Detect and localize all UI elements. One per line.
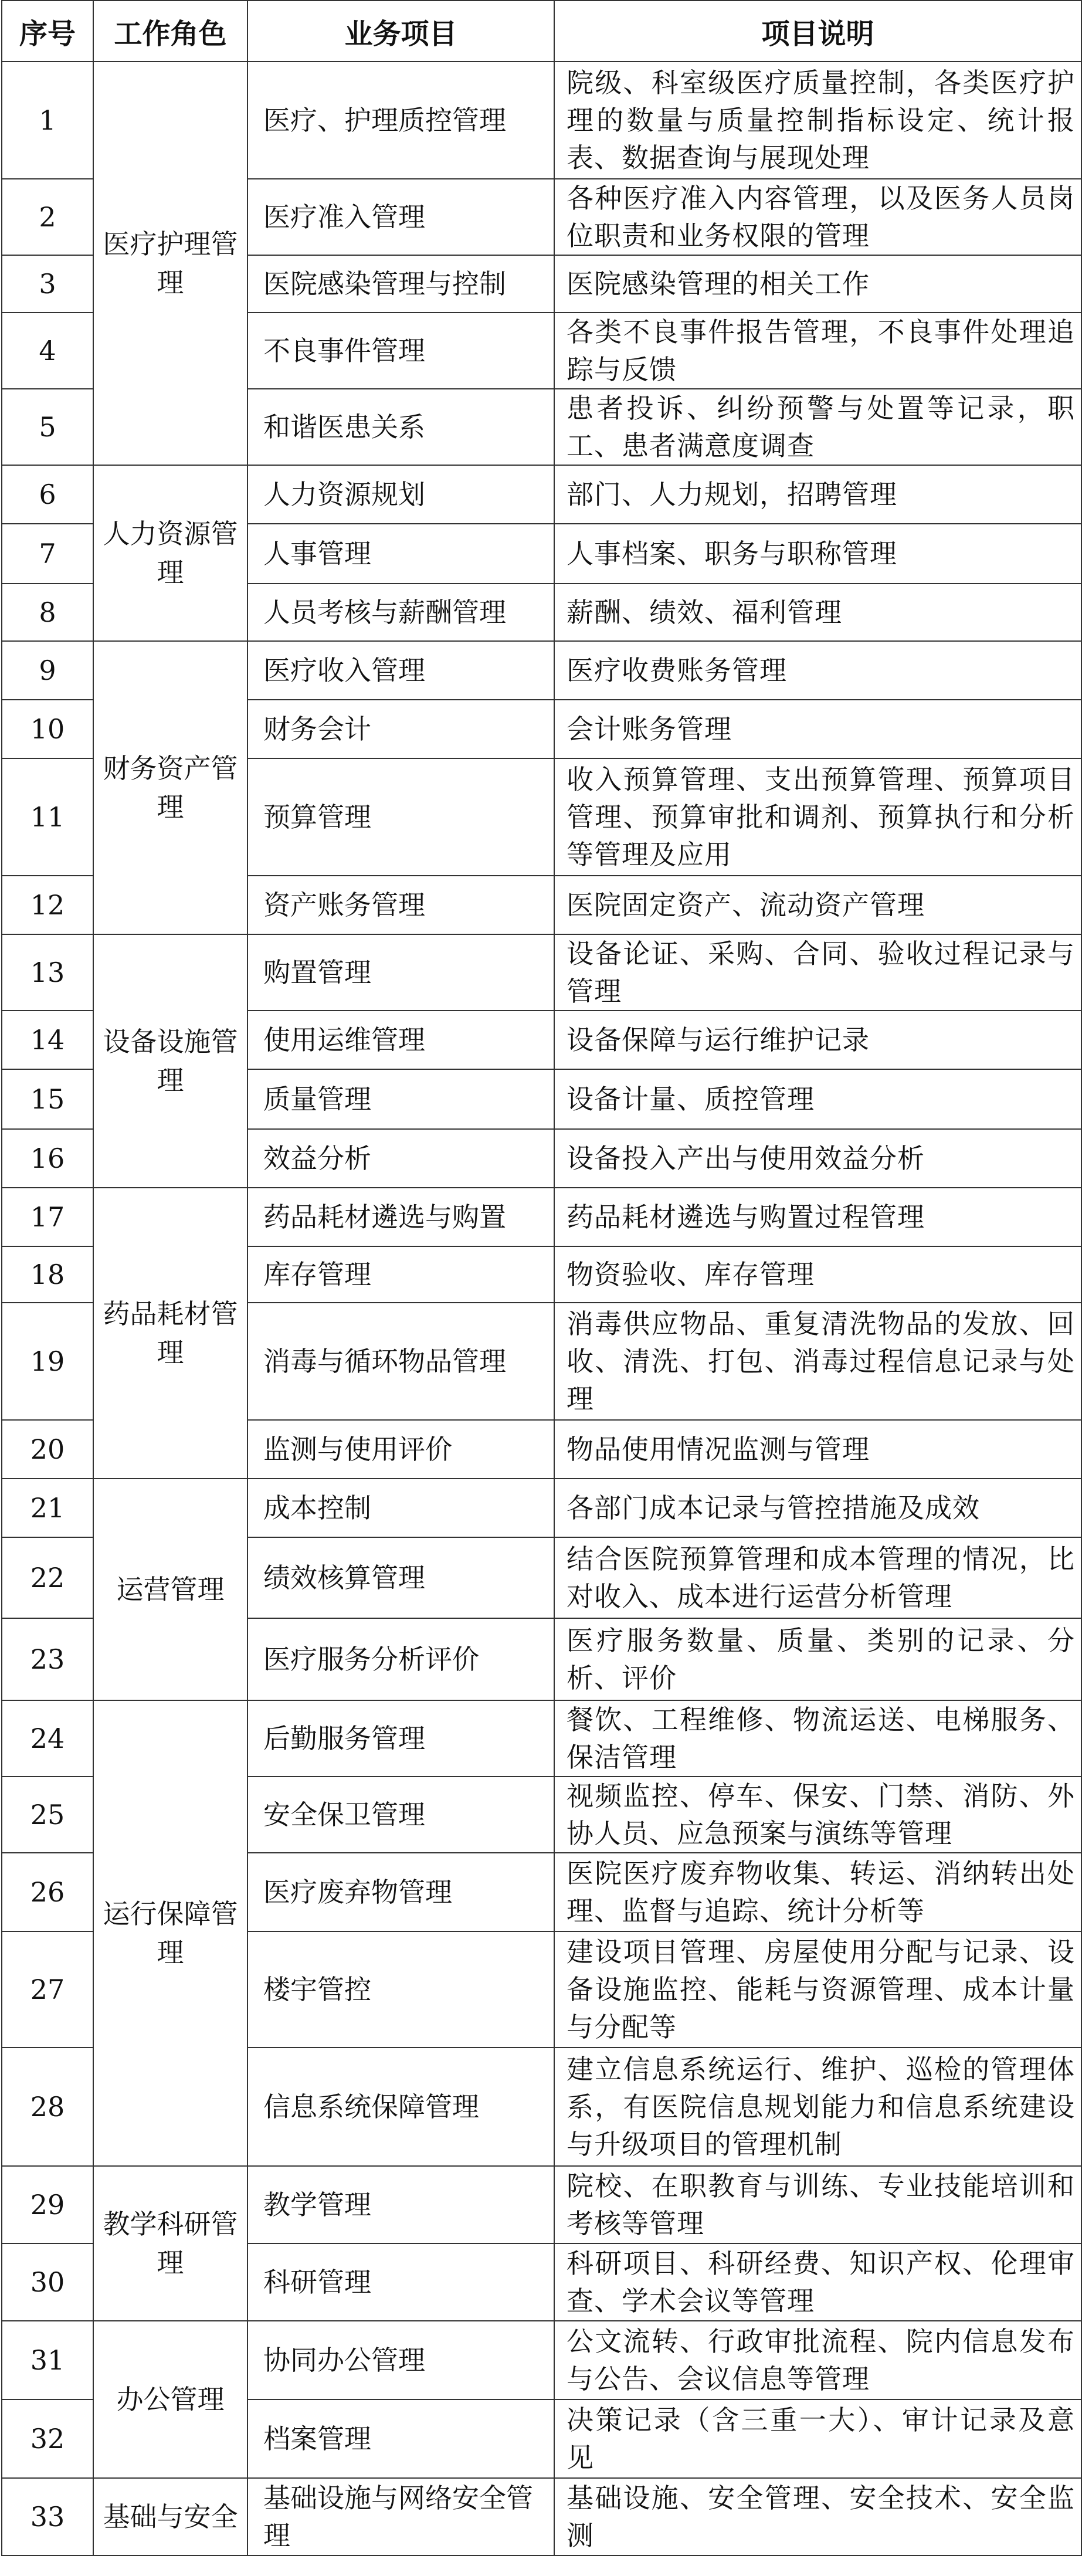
item-cell: 后勤服务管理 xyxy=(247,1700,554,1777)
seq-cell: 23 xyxy=(2,1618,93,1700)
desc-cell: 设备保障与运行维护记录 xyxy=(554,1011,1081,1069)
seq-cell: 21 xyxy=(2,1479,93,1537)
table-row xyxy=(2,2166,1081,2243)
item-cell: 监测与使用评价 xyxy=(247,1420,554,1479)
desc-cell: 患者投诉、纠纷预警与处置等记录，职工、患者满意度调查 xyxy=(554,389,1081,465)
desc-cell: 医院感染管理的相关工作 xyxy=(554,255,1081,313)
desc-cell: 设备论证、采购、合同、验收过程记录与管理 xyxy=(554,934,1081,1011)
role-cell xyxy=(93,1700,247,2166)
role-cell xyxy=(93,2166,247,2321)
seq-cell: 22 xyxy=(2,1537,93,1618)
desc-cell: 物品使用情况监测与管理 xyxy=(554,1420,1081,1479)
item-cell: 楼宇管控 xyxy=(247,1931,554,2048)
seq-cell: 18 xyxy=(2,1246,93,1303)
desc-cell: 设备投入产出与使用效益分析 xyxy=(554,1129,1081,1188)
seq-cell: 32 xyxy=(2,2399,93,2478)
item-cell: 库存管理 xyxy=(247,1246,554,1303)
seq-cell: 20 xyxy=(2,1420,93,1479)
item-cell: 医疗废弃物管理 xyxy=(247,1853,554,1931)
seq-cell: 4 xyxy=(2,313,93,389)
header-item: 业务项目 xyxy=(247,1,554,62)
desc-cell: 各部门成本记录与管控措施及成效 xyxy=(554,1479,1081,1537)
item-cell: 购置管理 xyxy=(247,934,554,1011)
item-cell: 医疗准入管理 xyxy=(247,179,554,255)
seq-cell: 13 xyxy=(2,934,93,1011)
seq-cell: 7 xyxy=(2,524,93,584)
table-row xyxy=(2,1700,1081,1777)
desc-cell: 人事档案、职务与职称管理 xyxy=(554,524,1081,584)
desc-cell: 药品耗材遴选与购置过程管理 xyxy=(554,1188,1081,1246)
desc-cell: 会计账务管理 xyxy=(554,700,1081,758)
seq-cell: 26 xyxy=(2,1853,93,1931)
seq-cell: 8 xyxy=(2,584,93,641)
item-cell: 安全保卫管理 xyxy=(247,1777,554,1853)
seq-cell: 6 xyxy=(2,465,93,524)
desc-cell: 视频监控、停车、保安、门禁、消防、外协人员、应急预案与演练等管理 xyxy=(554,1777,1081,1853)
seq-cell: 12 xyxy=(2,876,93,934)
desc-cell: 部门、人力规划，招聘管理 xyxy=(554,465,1081,524)
role-label: 基础与安全 xyxy=(103,2501,238,2533)
table-row xyxy=(2,62,1081,179)
seq-cell: 16 xyxy=(2,1129,93,1188)
seq-cell: 19 xyxy=(2,1303,93,1420)
desc-cell: 公文流转、行政审批流程、院内信息发布与公告、会议信息等管理 xyxy=(554,2321,1081,2399)
item-cell: 医疗服务分析评价 xyxy=(247,1618,554,1700)
item-cell: 绩效核算管理 xyxy=(247,1537,554,1618)
item-cell: 信息系统保障管理 xyxy=(247,2048,554,2166)
seq-cell: 17 xyxy=(2,1188,93,1246)
role-cell xyxy=(93,62,247,465)
desc-cell: 收入预算管理、支出预算管理、预算项目管理、预算审批和调剂、预算执行和分析等管理及应用 xyxy=(554,758,1081,876)
seq-cell: 28 xyxy=(2,2048,93,2166)
role-label: 人力资源管理 xyxy=(103,518,238,588)
role-cell xyxy=(93,1479,247,1700)
seq-cell: 27 xyxy=(2,1931,93,2048)
item-cell: 人事管理 xyxy=(247,524,554,584)
role-label: 教学科研管理 xyxy=(103,2208,238,2279)
role-cell xyxy=(93,1188,247,1479)
item-cell: 档案管理 xyxy=(247,2399,554,2478)
item-cell: 医疗、护理质控管理 xyxy=(247,62,554,179)
seq-cell: 1 xyxy=(2,62,93,179)
table-row xyxy=(2,1479,1081,1537)
item-cell: 基础设施与网络安全管理 xyxy=(247,2478,554,2555)
role-cell xyxy=(93,641,247,934)
desc-cell: 各种医疗准入内容管理，以及医务人员岗位职责和业务权限的管理 xyxy=(554,179,1081,255)
desc-cell: 建立信息系统运行、维护、巡检的管理体系，有医院信息规划能力和信息系统建设与升级项目的管理机制 xyxy=(554,2048,1081,2166)
role-cell xyxy=(93,934,247,1188)
header-desc: 项目说明 xyxy=(554,1,1081,62)
seq-cell: 30 xyxy=(2,2243,93,2321)
role-label: 运行保障管理 xyxy=(103,1898,238,1968)
desc-cell: 医院固定资产、流动资产管理 xyxy=(554,876,1081,934)
item-cell: 医院感染管理与控制 xyxy=(247,255,554,313)
desc-cell: 物资验收、库存管理 xyxy=(554,1246,1081,1303)
item-cell: 和谐医患关系 xyxy=(247,389,554,465)
desc-cell: 院校、在职教育与训练、专业技能培训和考核等管理 xyxy=(554,2166,1081,2243)
seq-cell: 24 xyxy=(2,1700,93,1777)
role-cell xyxy=(93,465,247,641)
item-cell: 使用运维管理 xyxy=(247,1011,554,1069)
item-cell: 资产账务管理 xyxy=(247,876,554,934)
item-cell: 预算管理 xyxy=(247,758,554,876)
header-role: 工作角色 xyxy=(93,1,247,62)
role-label: 药品耗材管理 xyxy=(103,1298,238,1368)
desc-cell: 医疗服务数量、质量、类别的记录、分析、评价 xyxy=(554,1618,1081,1700)
table-row xyxy=(2,2478,1081,2555)
table-row xyxy=(2,465,1081,524)
desc-cell: 医院医疗废弃物收集、转运、消纳转出处理、监督与追踪、统计分析等 xyxy=(554,1853,1081,1931)
seq-cell: 33 xyxy=(2,2478,93,2555)
item-cell: 教学管理 xyxy=(247,2166,554,2243)
seq-cell: 25 xyxy=(2,1777,93,1853)
desc-cell: 科研项目、科研经费、知识产权、伦理审查、学术会议等管理 xyxy=(554,2243,1081,2321)
desc-cell: 结合医院预算管理和成本管理的情况，比对收入、成本进行运营分析管理 xyxy=(554,1537,1081,1618)
item-cell: 医疗收入管理 xyxy=(247,641,554,700)
role-label: 运营管理 xyxy=(116,1574,225,1605)
header-seq: 序号 xyxy=(2,1,93,62)
seq-cell: 2 xyxy=(2,179,93,255)
role-label: 医疗护理管理 xyxy=(103,228,238,299)
item-cell: 协同办公管理 xyxy=(247,2321,554,2399)
business-items-table xyxy=(1,0,1082,2556)
desc-cell: 餐饮、工程维修、物流运送、电梯服务、保洁管理 xyxy=(554,1700,1081,1777)
role-cell xyxy=(93,2478,247,2555)
item-cell: 效益分析 xyxy=(247,1129,554,1188)
table-row xyxy=(2,641,1081,700)
seq-cell: 31 xyxy=(2,2321,93,2399)
item-cell: 人力资源规划 xyxy=(247,465,554,524)
desc-cell: 医疗收费账务管理 xyxy=(554,641,1081,700)
desc-cell: 院级、科室级医疗质量控制，各类医疗护理的数量与质量控制指标设定、统计报表、数据查询与展现处理 xyxy=(554,62,1081,179)
seq-cell: 3 xyxy=(2,255,93,313)
item-cell: 药品耗材遴选与购置 xyxy=(247,1188,554,1246)
item-cell: 财务会计 xyxy=(247,700,554,758)
seq-cell: 10 xyxy=(2,700,93,758)
role-label: 办公管理 xyxy=(116,2384,225,2415)
desc-cell: 消毒供应物品、重复清洗物品的发放、回收、清洗、打包、消毒过程信息记录与处理 xyxy=(554,1303,1081,1420)
table-row xyxy=(2,1188,1081,1246)
seq-cell: 29 xyxy=(2,2166,93,2243)
table-body xyxy=(2,62,1081,2555)
seq-cell: 9 xyxy=(2,641,93,700)
item-cell: 消毒与循环物品管理 xyxy=(247,1303,554,1420)
item-cell: 质量管理 xyxy=(247,1069,554,1129)
seq-cell: 14 xyxy=(2,1011,93,1069)
desc-cell: 决策记录（含三重一大）、审计记录及意见 xyxy=(554,2399,1081,2478)
table-row xyxy=(2,2321,1081,2399)
table-row xyxy=(2,934,1081,1011)
desc-cell: 基础设施、安全管理、安全技术、安全监测 xyxy=(554,2478,1081,2555)
desc-cell: 薪酬、绩效、福利管理 xyxy=(554,584,1081,641)
item-cell: 不良事件管理 xyxy=(247,313,554,389)
item-cell: 成本控制 xyxy=(247,1479,554,1537)
role-cell xyxy=(93,2321,247,2478)
role-label: 财务资产管理 xyxy=(103,753,238,823)
item-cell: 人员考核与薪酬管理 xyxy=(247,584,554,641)
role-label: 设备设施管理 xyxy=(103,1026,238,1096)
seq-cell: 15 xyxy=(2,1069,93,1129)
seq-cell: 11 xyxy=(2,758,93,876)
seq-cell: 5 xyxy=(2,389,93,465)
desc-cell: 设备计量、质控管理 xyxy=(554,1069,1081,1129)
desc-cell: 建设项目管理、房屋使用分配与记录、设备设施监控、能耗与资源管理、成本计量与分配等 xyxy=(554,1931,1081,2048)
desc-cell: 各类不良事件报告管理，不良事件处理追踪与反馈 xyxy=(554,313,1081,389)
table-header-row xyxy=(2,1,1081,62)
item-cell: 科研管理 xyxy=(247,2243,554,2321)
